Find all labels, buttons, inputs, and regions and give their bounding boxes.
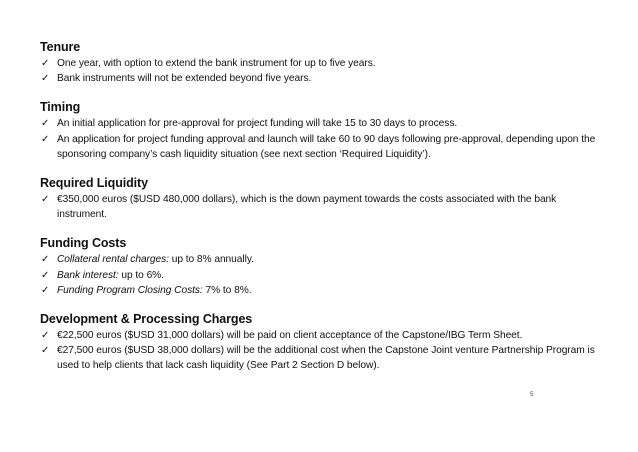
list-item — [40, 132, 600, 162]
list-item — [40, 343, 600, 373]
item-text: €27,500 euros ($USD 38,000 dollars) will be the additional cost when the Capstone Joint venture Partnership Program is used to help clients that lack cash liquidity (See Part 2 Section D below). — [57, 345, 595, 372]
checkmark-icon: ✓ — [41, 194, 50, 206]
section-tenure — [40, 40, 600, 86]
item-label: Funding Program Closing Costs: — [57, 284, 203, 296]
list-item — [40, 328, 600, 343]
item-text: An application for project funding approval and launch will take 60 to 90 days following pre-approval, depending upon the sponsoring company’s cash liquidity situation (see next section ‘Required Liquidity’). — [57, 133, 596, 160]
checkmark-icon: ✓ — [41, 58, 50, 69]
item-text: One year, with option to extend the bank instrument for up to five years. — [57, 58, 376, 69]
heading-timing: Timing — [40, 100, 81, 115]
item-text: €22,500 euros ($USD 31,000 dollars) will be paid on client acceptance of the Capstone/IBG Term Sheet. — [57, 330, 523, 342]
section-required-liquidity — [40, 176, 600, 222]
item-text: An initial application for pre-approval for project funding will take 15 to 30 days to process. — [57, 118, 458, 130]
checkmark-icon: ✓ — [41, 345, 50, 357]
item-text: €350,000 euros ($USD 480,000 dollars), which is the down payment towards the costs associated with the bank instrument. — [57, 194, 557, 221]
list-item — [40, 71, 600, 86]
checkmark-icon: ✓ — [41, 254, 50, 266]
section-timing — [40, 100, 600, 162]
checkmark-icon: ✓ — [41, 284, 50, 296]
checkmark-icon: ✓ — [41, 269, 50, 281]
list-item — [40, 56, 600, 71]
section-funding-costs — [40, 236, 600, 298]
item-value: up to 6%. — [118, 269, 164, 281]
list-item — [40, 192, 600, 222]
heading-development-charges: Development & Processing Charges — [40, 312, 253, 327]
list-item — [40, 268, 600, 283]
list-item — [40, 252, 600, 267]
document-page — [40, 40, 600, 388]
list-item — [40, 283, 600, 298]
checkmark-icon: ✓ — [41, 330, 50, 342]
heading-tenure: Tenure — [40, 40, 81, 54]
heading-funding-costs: Funding Costs — [40, 236, 127, 251]
page-number: 5 — [530, 392, 534, 398]
item-label: Collateral rental charges: — [57, 254, 169, 266]
checkmark-icon: ✓ — [41, 118, 50, 130]
item-value: up to 8% annually. — [168, 254, 254, 266]
list-item — [40, 116, 600, 131]
section-development-charges — [40, 312, 600, 374]
checkmark-icon: ✓ — [41, 133, 50, 145]
heading-required-liquidity: Required Liquidity — [40, 176, 148, 191]
checkmark-icon: ✓ — [41, 73, 50, 85]
item-text: Bank instruments will not be extended beyond five years. — [57, 73, 312, 85]
item-label: Bank interest: — [57, 269, 119, 281]
item-value: 7% to 8%. — [202, 284, 252, 296]
